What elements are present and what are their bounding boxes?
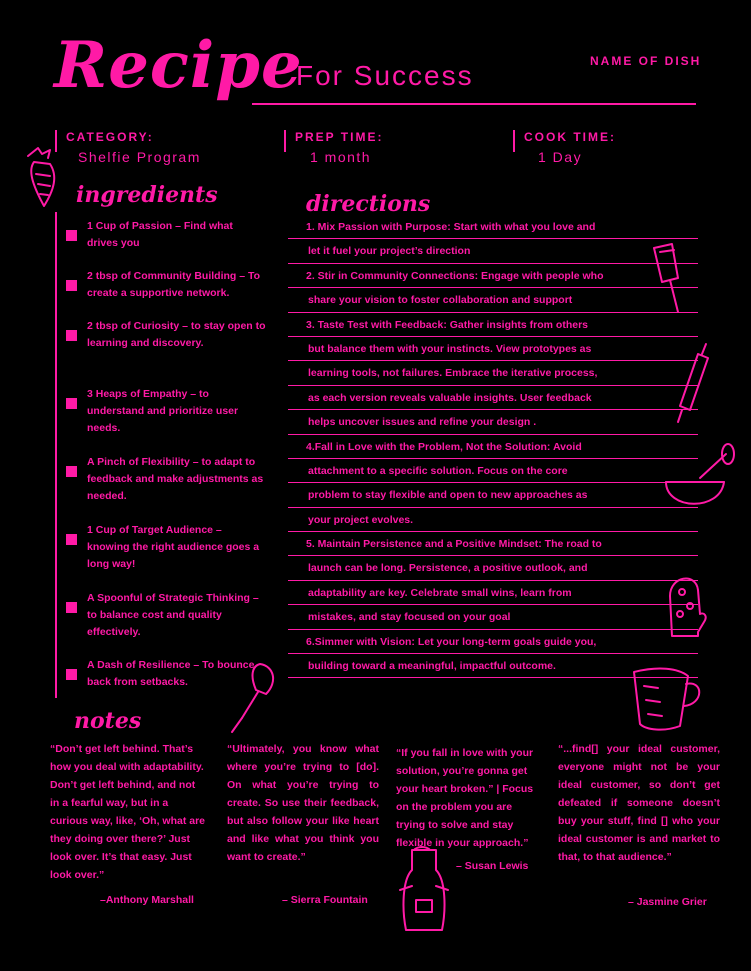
- meta-divider: [513, 130, 515, 152]
- ingredient-name: A Spoonful of Strategic Thinking: [87, 592, 250, 604]
- direction-line: 5. Maintain Persistence and a Positive Mindset: The road to: [288, 532, 698, 556]
- ingredient-desc: – to understand and prioritize user needs.: [87, 388, 239, 434]
- recipe-subtitle: For Success: [296, 60, 474, 91]
- quote-author: –Anthony Marshall: [100, 894, 194, 906]
- checkbox-icon: [66, 466, 77, 477]
- direction-line: 4.Fall in Love with the Problem, Not the Solution: Avoid: [288, 435, 698, 459]
- checkbox-icon: [66, 398, 77, 409]
- ingredient-desc: – to balance cost and quality effectively.: [87, 592, 259, 638]
- prep-time-label: PREP TIME:: [295, 130, 384, 144]
- quote-text: “Don’t get left behind. That’s how you deal with adaptability. Don’t get left behind, and not in a fearful way, but in a curious way, like, ‘Oh, what are they doing over there?’ Just look over. It’s that easy. Just look over.”: [50, 743, 206, 881]
- apron-icon: [396, 846, 456, 936]
- ice-cream-spatula-icon: [222, 660, 282, 740]
- measuring-cup-icon: [628, 664, 708, 734]
- checkbox-icon: [66, 602, 77, 613]
- ingredient-name: 1 Cup of Passion: [87, 220, 173, 232]
- ingredient-item: [66, 590, 266, 641]
- quote-text: “Ultimately, you know what where you’re trying to [do]. On what you’re trying to create. So use their feedback, but also follow your like heart and like what you think you want to create.”: [227, 743, 379, 863]
- direction-line: building toward a meaningful, impactful outcome.: [288, 654, 698, 678]
- direction-line: problem to stay flexible and open to new approaches as: [288, 483, 698, 507]
- ingredients-rule: [55, 212, 57, 698]
- quote-text: “If you fall in love with your solution, you’re gonna get your heart broken.” | Focus on the problem you are trying to solve and stay flexible in your approach.”: [396, 747, 534, 849]
- oven-mitt-icon: [660, 566, 710, 646]
- ingredient-name: 2 tbsp of Community Building: [87, 270, 237, 282]
- direction-line: 2. Stir in Community Connections: Engage with people who: [288, 264, 698, 288]
- ingredient-name: 3 Heaps of Empathy: [87, 388, 188, 400]
- direction-line: launch can be long. Persistence, a positive outlook, and: [288, 556, 698, 580]
- piping-bag-icon: [20, 140, 70, 220]
- ingredient-name: 1 Cup of Target Audience: [87, 524, 214, 536]
- direction-line: learning tools, not failures. Embrace the iterative process,: [288, 361, 698, 385]
- checkbox-icon: [66, 330, 77, 341]
- direction-line: mistakes, and stay focused on your goal: [288, 605, 698, 629]
- direction-line: your project evolves.: [288, 508, 698, 532]
- direction-line: adaptability are key. Celebrate small wins, learn from: [288, 581, 698, 605]
- direction-line: but balance them with your instincts. View prototypes as: [288, 337, 698, 361]
- ingredient-desc: – to stay open to learning and discovery.: [87, 320, 266, 349]
- direction-line: 1. Mix Passion with Purpose: Start with what you love and: [288, 215, 698, 239]
- ingredient-item: [66, 318, 266, 352]
- checkbox-icon: [66, 230, 77, 241]
- recipe-title: Recipe: [54, 28, 303, 103]
- direction-line: attachment to a specific solution. Focus on the core: [288, 459, 698, 483]
- checkbox-icon: [66, 280, 77, 291]
- ingredients-heading: ingredients: [76, 182, 218, 208]
- directions-heading: directions: [306, 191, 431, 217]
- cook-time-label: COOK TIME:: [524, 130, 616, 144]
- ingredient-item: [66, 454, 266, 505]
- ingredient-desc: – To create a supportive network.: [87, 270, 261, 299]
- title-underline: [252, 103, 696, 105]
- ingredient-desc: – to adapt to feedback and make adjustments as needed.: [87, 456, 264, 502]
- ingredient-item: [66, 386, 266, 437]
- ingredient-item: [66, 218, 266, 252]
- quote-author: – Susan Lewis: [456, 860, 529, 872]
- category-label: CATEGORY:: [66, 130, 154, 144]
- quote-text: “...find[] your ideal customer, everyone might not be your ideal customer, so don’t get defeated if someone doesn’t buy your stuff, find [] who your ideal customer is and market to that, to that audience.”: [558, 743, 720, 863]
- ingredient-item: [66, 522, 266, 573]
- spatula-icon: [648, 238, 688, 318]
- category-value: Shelfie Program: [78, 149, 201, 165]
- ingredient-name: A Dash of Resilience: [87, 659, 191, 671]
- whisk-bowl-icon: [662, 448, 742, 528]
- ingredient-name: 2 tbsp of Curiosity: [87, 320, 180, 332]
- meta-divider: [284, 130, 286, 152]
- checkbox-icon: [66, 534, 77, 545]
- prep-time-value: 1 month: [310, 149, 372, 165]
- checkbox-icon: [66, 669, 77, 680]
- ingredient-name: A Pinch of Flexibility: [87, 456, 190, 468]
- quote-author: – Sierra Fountain: [282, 894, 368, 906]
- ingredient-desc: – knowing the right audience goes a long way!: [87, 524, 260, 570]
- quote-author: – Jasmine Grier: [628, 896, 707, 908]
- directions-list: [288, 215, 698, 678]
- direction-line: 6.Simmer with Vision: Let your long-term goals guide you,: [288, 630, 698, 654]
- ingredient-desc: – To bounce back from setbacks.: [87, 659, 255, 688]
- ingredient-item: [66, 268, 266, 302]
- direction-line: 3. Taste Test with Feedback: Gather insights from others: [288, 313, 698, 337]
- direction-line: as each version reveals valuable insights. User feedback: [288, 386, 698, 410]
- direction-line: share your vision to foster collaboration and support: [288, 288, 698, 312]
- name-of-dish-label: NAME OF DISH: [590, 54, 702, 68]
- cook-time-value: 1 Day: [538, 149, 583, 165]
- ingredient-desc: – Find what drives you: [87, 220, 233, 249]
- direction-line: let it fuel your project’s direction: [288, 239, 698, 263]
- direction-line: helps uncover issues and refine your design .: [288, 410, 698, 434]
- notes-heading: notes: [74, 708, 142, 734]
- rolling-pin-icon: [668, 340, 718, 430]
